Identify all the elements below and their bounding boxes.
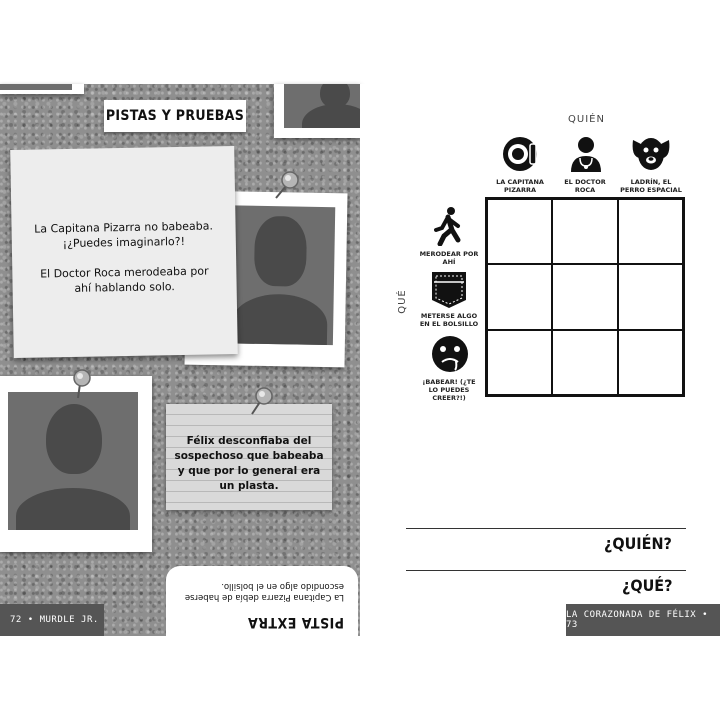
footer-page-number-right: LA CORAZONADA DE FÉLIX • 73 xyxy=(566,604,720,636)
grid-cell[interactable] xyxy=(487,330,552,395)
suspect-label: LA CAPITANA PIZARRA xyxy=(496,178,544,194)
grid-cell[interactable] xyxy=(552,330,617,395)
pista-extra-text: La Capitana Pizarra debía de haberse escondido algo en el bolsillo. xyxy=(184,581,344,602)
doctor-icon xyxy=(566,134,606,174)
pista-extra-title: PISTA EXTRA xyxy=(247,614,344,630)
pushpin-icon xyxy=(244,384,278,418)
polaroid-top-left xyxy=(0,84,84,94)
what-answer-label: ¿QUÉ? xyxy=(622,576,673,595)
grid-cell[interactable] xyxy=(487,264,552,329)
pushpin-icon xyxy=(270,168,304,202)
suspect-photo xyxy=(8,392,138,530)
grid-cell[interactable] xyxy=(487,199,552,264)
walking-person-icon xyxy=(430,206,466,246)
dog-icon xyxy=(629,134,673,174)
clue-1: La Capitana Pizarra no babeaba. ¡¿Puedes imaginarlo?! xyxy=(34,219,214,251)
pushpin-icon xyxy=(64,366,98,400)
grid-cell[interactable] xyxy=(618,199,683,264)
sticky-note xyxy=(10,146,238,358)
who-answer-label: ¿QUIÉN? xyxy=(604,534,672,553)
grid-cell[interactable] xyxy=(618,330,683,395)
astronaut-helmet-icon xyxy=(500,134,540,174)
pista-extra-card xyxy=(166,566,358,636)
action-label: METERSE ALGO EN EL BOLSILLO xyxy=(419,312,479,328)
action-label: ¡BABEAR! (¿TE LO PUEDES CREER?!) xyxy=(422,378,476,402)
grid-cell[interactable] xyxy=(552,264,617,329)
deduction-grid xyxy=(485,197,685,397)
polaroid-suspect-man xyxy=(0,376,152,552)
suspect-photo xyxy=(284,84,360,128)
who-header: QUIÉN xyxy=(568,114,605,125)
pocket-icon xyxy=(430,270,468,310)
footer-page-number-left: 72 • MURDLE JR. xyxy=(0,604,104,636)
what-header: QUÉ xyxy=(396,289,408,314)
who-answer-line[interactable] xyxy=(406,528,686,529)
clue-2: El Doctor Roca merodeaba por ahí hablando solo. xyxy=(40,264,209,295)
suspect-photo xyxy=(223,205,335,345)
drooling-face-icon xyxy=(430,334,470,374)
grid-cell[interactable] xyxy=(552,199,617,264)
grid-cell[interactable] xyxy=(618,264,683,329)
polaroid-top-right xyxy=(274,84,360,138)
suspect-label: EL DOCTOR ROCA xyxy=(564,178,606,194)
page-title: PISTAS Y PRUEBAS xyxy=(104,100,246,132)
action-label: MERODEAR POR AHÍ xyxy=(419,250,479,266)
clue-3: Félix desconfiaba del sospechoso que babeaba y que por lo general era un plasta. xyxy=(174,435,324,492)
suspect-label: LADRÍN, EL PERRO ESPACIAL xyxy=(620,178,682,194)
what-answer-line[interactable] xyxy=(406,570,686,571)
lined-note xyxy=(166,404,332,510)
